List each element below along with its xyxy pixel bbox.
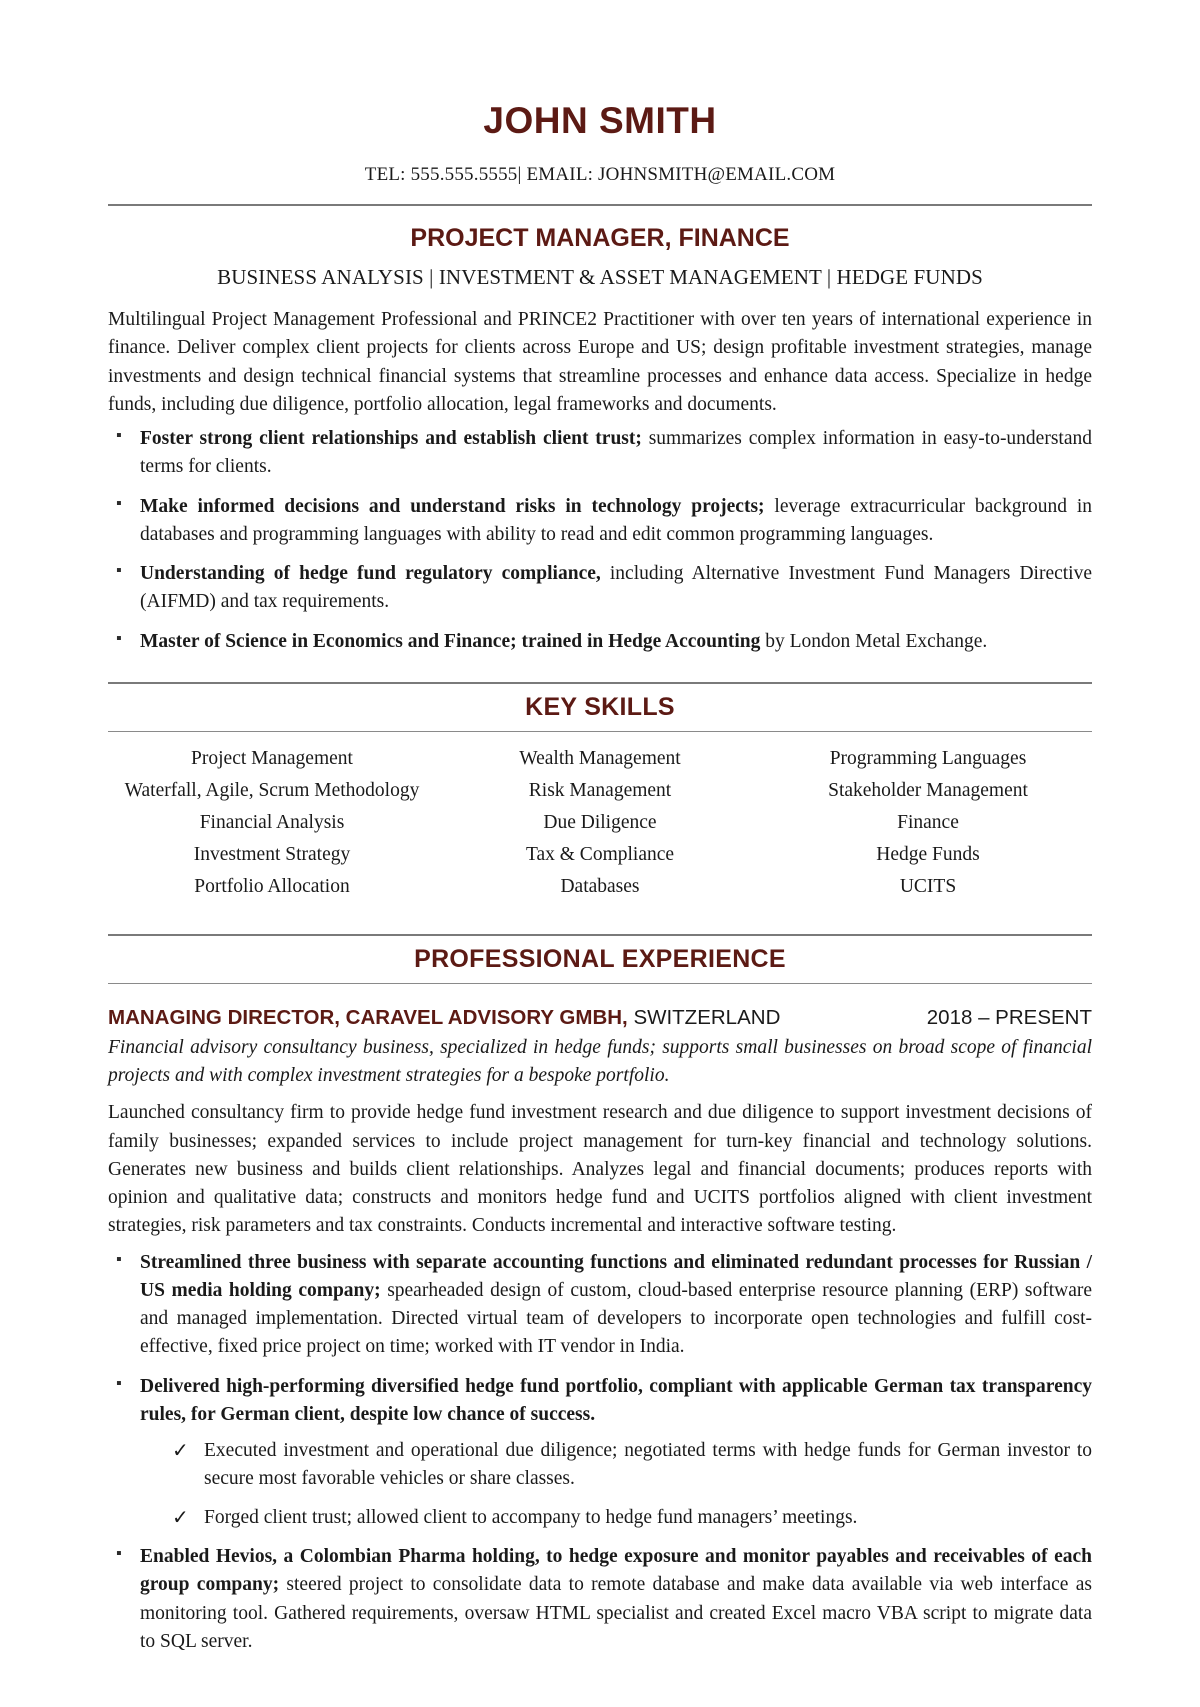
list-item xyxy=(108,425,1092,482)
experience-section xyxy=(108,934,1092,1656)
highlight-list xyxy=(108,425,1092,656)
job-description: Launched consultancy firm to provide hedge fund investment research and due diligence to support investment decisions of family businesses; expanded services to include project management for turn-key financial and technology solutions. Generates new business and builds client relationships. Analyzes legal and financial documents; produces reports with opinion and qualitative data; constructs and monitors hedge fund and UCITS portfolios aligned with client investment strategies, risk parameters and tax constraints. Conducts incremental and interactive software testing. xyxy=(108,1102,1092,1237)
skill-item: Waterfall, Agile, Scrum Methodology xyxy=(124,779,420,801)
job-tagline: Financial advisory consultancy business, specialized in hedge funds; supports small businesses on broad scope of financial projects and with complex investment strategies for a bespoke portfolio. xyxy=(108,1036,1092,1086)
job-title xyxy=(108,1006,780,1030)
skill-item: UCITS xyxy=(899,875,957,897)
list-item-lead: Master of Science in Economics and Finance; trained in Hedge Accounting xyxy=(140,630,761,652)
skills-grid xyxy=(108,732,1092,908)
headline-title: PROJECT MANAGER, FINANCE xyxy=(410,224,790,252)
list-item-text: by London Metal Exchange. xyxy=(760,630,988,652)
skill-item: Project Management xyxy=(191,747,353,769)
skill-item: Portfolio Allocation xyxy=(194,875,350,897)
list-item-text: including Alternative Investment Fund Managers Directive (AIFMD) and tax requirements. xyxy=(140,563,1092,613)
job-bullet-list xyxy=(108,1249,1092,1656)
skill-item: Due Diligence xyxy=(543,811,657,833)
list-item xyxy=(108,1249,1092,1362)
sub-list-item: ✓ Executed investment and operational due diligence; negotiated terms with hedge funds for German investor to secure most favorable vehicles or share classes. xyxy=(168,1437,1092,1494)
skill-item: Databases xyxy=(560,875,640,897)
list-item-text: spearheaded design of custom, cloud-based enterprise resource planning (ERP) software and managed implementation. Directed virtual team of developers to incorporate open technologies and fulfill cost-effective, fixed price project on time; worked with IT vendor in India. xyxy=(140,1279,1092,1358)
sub-list-item: ✓ Forged client trust; allowed client to accompany to hedge fund managers’ meetings. xyxy=(168,1504,1092,1532)
candidate-name: JOHN SMITH xyxy=(483,100,717,141)
list-item xyxy=(108,628,1092,656)
list-item-lead: Understanding of hedge fund regulatory compliance, xyxy=(140,563,601,585)
list-item-lead: Enabled Hevios, a Colombian Pharma holding, to hedge exposure and monitor payables and receivables of each group company; xyxy=(140,1546,1092,1596)
skill-item: Programming Languages xyxy=(829,747,1027,769)
key-skills-section xyxy=(108,682,1092,908)
job-location: SWITZERLAND xyxy=(627,1005,781,1029)
skill-item: Financial Analysis xyxy=(199,811,345,833)
divider-experience-bottom xyxy=(108,983,1092,984)
sub-list xyxy=(140,1437,1092,1532)
job-role-company: MANAGING DIRECTOR, CARAVEL ADVISORY GMBH, xyxy=(108,1005,628,1029)
headline-subtitle: BUSINESS ANALYSIS | INVESTMENT & ASSET MANAGEMENT | HEDGE FUNDS xyxy=(217,265,983,289)
job-entry xyxy=(108,1006,1092,1656)
list-item-lead: Delivered high-performing diversified hedge fund portfolio, compliant with applicable German tax transparency rules, for German client, despite low chance of success. xyxy=(140,1375,1092,1425)
list-item-lead: Make informed decisions and understand risks in technology projects; xyxy=(140,495,765,517)
skill-item: Hedge Funds xyxy=(876,843,980,865)
key-skills-heading: KEY SKILLS xyxy=(525,692,675,721)
skill-item: Risk Management xyxy=(528,779,672,801)
list-item xyxy=(108,1373,1092,1532)
job-dates: 2018 – PRESENT xyxy=(926,1005,1092,1029)
list-item-text: summarizes complex information in easy-to-understand terms for clients. xyxy=(140,428,1092,478)
list-item-text: steered project to consolidate data to remote database and make data available via web interface as monitoring tool. Gathered requirements, oversaw HTML specialist and created Excel macro VBA script to migrate data to SQL server. xyxy=(140,1574,1092,1652)
list-item-lead: Streamlined three business with separate accounting functions and eliminated redundant processes for Russian / US media holding company; xyxy=(140,1251,1092,1301)
skill-item: Finance xyxy=(897,811,959,833)
job-header xyxy=(108,1006,1092,1030)
list-item xyxy=(108,493,1092,550)
list-item-lead: Foster strong client relationships and establish client trust; xyxy=(140,428,642,450)
list-item-text: leverage extracurricular background in databases and programming languages with ability to read and edit common programming languages. xyxy=(140,495,1092,545)
list-item xyxy=(108,1543,1092,1656)
divider-top xyxy=(108,204,1092,206)
summary-paragraph: Multilingual Project Management Professional and PRINCE2 Practitioner with over ten years of international experience in finance. Deliver complex client projects for clients across Europe and US; design profitable investment strategies, manage investments and design technical financial systems that streamline processes and enhance data access. Specialize in hedge funds, including due diligence, portfolio allocation, legal frameworks and documents. xyxy=(108,309,1092,415)
skill-item: Wealth Management xyxy=(519,747,681,769)
skill-item: Investment Strategy xyxy=(193,843,351,865)
list-item xyxy=(108,560,1092,617)
contact-line: TEL: 555.555.5555| EMAIL: JOHNSMITH@EMAIL.COM xyxy=(364,164,836,185)
experience-heading: PROFESSIONAL EXPERIENCE xyxy=(414,944,786,973)
skill-item: Stakeholder Management xyxy=(828,779,1028,801)
skill-item: Tax & Compliance xyxy=(525,843,675,865)
job-list xyxy=(108,1006,1092,1656)
